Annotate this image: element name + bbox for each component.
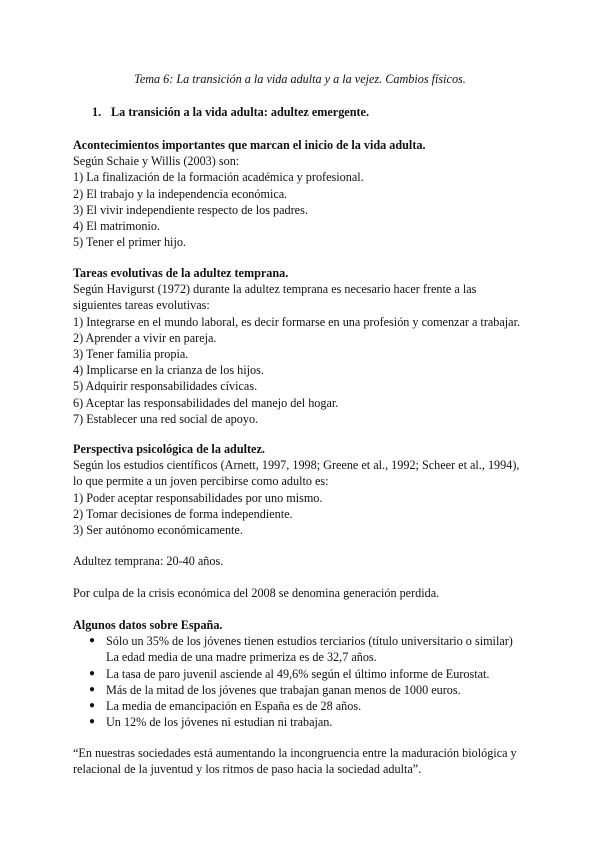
section-heading [92,104,369,120]
adultez-temprana-text [73,553,543,569]
quote-line1: “En nuestras sociedades está aumentando la incongruencia entre la maduración biológica y [73,746,517,760]
tareas-intro-line1: Según Havigurst (1972) durante la adultez temprana es necesario hacer frente a las [73,282,477,297]
perspectiva-intro-line1: Según los estudios científicos (Arnett, 1997, 1998; Greene et al., 1992; Scheer et al., 1994), [73,458,520,473]
adultez-temprana-line: Adultez temprana: 20-40 años. [73,554,224,568]
bullet-text: Sólo un 35% de los jóvenes tienen estudios terciarios (título universitario o similar) [106,634,513,649]
espana-bullet-list [73,633,543,730]
list-item: 3) El vivir independiente respecto de los padres. [73,202,308,217]
list-item: 7) Establecer una red social de apoyo. [73,411,259,426]
list-item: 4) El matrimonio. [73,219,160,234]
espana-section [73,617,543,730]
section-heading-text: La transición a la vida adulta: adultez emergente. [111,105,369,119]
crisis-line: Por culpa de la crisis económica del 2008 se denomina generación perdida. [73,586,440,600]
crisis-text [73,585,543,601]
bullet-item [73,666,543,682]
quote-line2: relacional de la juventud y los ritmos de paso hacia la sociedad adulta”. [73,762,422,777]
bullet-item [73,682,543,698]
bullet-text: Un 12% de los jóvenes ni estudian ni trabajan. [106,715,333,730]
bullet-dot-icon: ● [89,716,96,728]
list-item: 1) La finalización de la formación académica y profesional. [73,170,364,185]
tareas-section [73,265,543,427]
list-item: 3) Tener familia propia. [73,347,189,362]
list-item: 1) Integrarse en el mundo laboral, es decir formarse en una profesión y comenzar a trabajar. [73,314,521,329]
acontecimientos-heading: Acontecimientos importantes que marcan el inicio de la vida adulta. [73,138,426,152]
acontecimientos-intro: Según Schaie y Willis (2003) son: [73,154,240,169]
tareas-intro-line2: siguientes tareas evolutivas: [73,298,210,313]
perspectiva-section [73,441,543,538]
tareas-heading: Tareas evolutivas de la adultez temprana. [73,266,289,280]
bullet-dot-icon: ● [89,700,96,712]
list-item: 2) Aprender a vivir en pareja. [73,330,217,345]
espana-heading: Algunos datos sobre España. [73,618,223,632]
bullet-item [73,698,543,714]
list-item: 6) Aceptar las responsabilidades del manejo del hogar. [73,395,339,410]
quote-section [73,745,553,777]
list-item: 5) Tener el primer hijo. [73,235,186,250]
bullet-text: La tasa de paro juvenil asciende al 49,6% según el último informe de Eurostat. [106,666,490,681]
list-item: 4) Implicarse en la crianza de los hijos. [73,363,264,378]
bullet-dot-icon: ● [89,635,96,647]
bullet-text-continuation: La edad media de una madre primeriza es de 32,7 años. [106,650,377,665]
list-item: 3) Ser autónomo económicamente. [73,523,243,538]
bullet-dot-icon: ● [89,667,96,679]
list-item: 1) Poder aceptar responsabilidades por uno mismo. [73,490,323,505]
list-item: 2) El trabajo y la independencia económica. [73,186,288,201]
list-item: 5) Adquirir responsabilidades cívicas. [73,379,258,394]
acontecimientos-section [73,137,543,250]
perspectiva-heading: Perspectiva psicológica de la adultez. [73,442,265,456]
bullet-text: Más de la mitad de los jóvenes que trabajan ganan menos de 1000 euros. [106,682,461,697]
bullet-item [73,714,543,730]
bullet-text: La media de emancipación en España es de 28 años. [106,699,362,714]
perspectiva-intro-line2: lo que permite a un joven percibirse como adulto es: [73,474,329,489]
page-title: Tema 6: La transición a la vida adulta y a la vejez. Cambios físicos. [134,72,466,86]
section-number: 1. [92,105,102,119]
list-item: 2) Tomar decisiones de forma independiente. [73,506,293,521]
bullet-dot-icon: ● [89,683,96,695]
bullet-item [73,633,543,665]
